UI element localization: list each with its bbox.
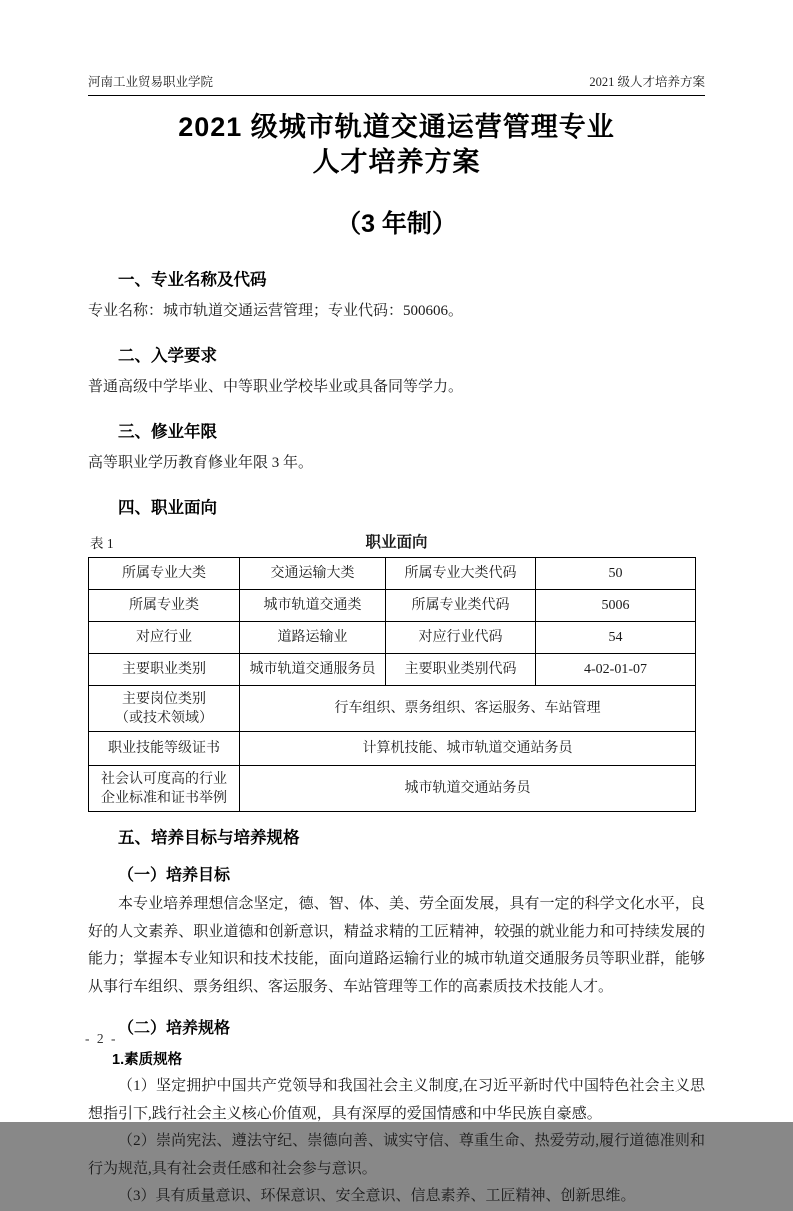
cell-label: 主要职业类别代码 xyxy=(386,654,536,686)
cell-value: 城市轨道交通类 xyxy=(240,590,386,622)
quality-spec-heading: 1.素质规格 xyxy=(112,1052,183,1068)
cell-value: 道路运输业 xyxy=(240,622,386,654)
header-left-school-name: 河南工业贸易职业学院 xyxy=(88,75,214,89)
cell-label: 所属专业大类 xyxy=(89,558,240,590)
training-goal-heading: （一）培养目标 xyxy=(118,867,231,884)
cell-value: 50 xyxy=(536,558,696,590)
cell-label xyxy=(89,766,240,812)
cell-label-line2: 企业标准和证书举例 xyxy=(101,790,227,806)
cell-value: 行车组织、票务组织、客运服务、车站管理 xyxy=(240,686,696,732)
cell-label: 所属专业大类代码 xyxy=(386,558,536,590)
cell-label xyxy=(89,686,240,732)
table-row xyxy=(89,732,696,766)
table-row xyxy=(89,622,696,654)
section-2-heading: 二、入学要求 xyxy=(118,347,217,365)
cell-label-line1: 主要岗位类别 xyxy=(122,691,206,707)
section-1-heading: 一、专业名称及代码 xyxy=(118,271,267,289)
quality-spec-item-2: （2）崇尚宪法、遵法守纪、崇德向善、诚实守信、尊重生命、热爱劳动,履行道德准则和行为规范,具有社会责任感和社会参与意识。 xyxy=(88,1133,705,1177)
cell-label-line2: （或技术领域） xyxy=(115,710,213,726)
cell-label: 所属专业类 xyxy=(89,590,240,622)
quality-spec-item-1: （1）坚定拥护中国共产党领导和我国社会主义制度,在习近平新时代中国特色社会主义思想指引下,践行社会主义核心价值观，具有深厚的爱国情感和中华民族自豪感。 xyxy=(88,1078,705,1122)
table-title: 职业面向 xyxy=(365,534,428,551)
quality-spec-item-3: （3）具有质量意识、环保意识、安全意识、信息素养、工匠精神、创新思维。 xyxy=(118,1188,636,1204)
running-header xyxy=(88,0,705,96)
table-row xyxy=(89,686,696,732)
training-spec-heading: （二）培养规格 xyxy=(118,1020,231,1037)
cell-value: 城市轨道交通站务员 xyxy=(240,766,696,812)
cell-label: 所属专业类代码 xyxy=(386,590,536,622)
table-row xyxy=(89,766,696,812)
section-2-body: 普通高级中学毕业、中等职业学校毕业或具备同等学力。 xyxy=(88,379,464,395)
cell-label: 职业技能等级证书 xyxy=(89,732,240,766)
table-caption xyxy=(88,532,705,554)
job-orientation-table xyxy=(88,557,696,812)
title-line-2: 人才培养方案 xyxy=(312,147,481,177)
title-duration: （3 年制） xyxy=(336,210,457,238)
cell-value: 交通运输大类 xyxy=(240,558,386,590)
cell-value: 城市轨道交通服务员 xyxy=(240,654,386,686)
training-goal-body: 本专业培养理想信念坚定，德、智、体、美、劳全面发展，具有一定的科学文化水平，良好的人文素养、职业道德和创新意识，精益求精的工匠精神，较强的就业能力和可持续发展的能力；掌握本专业知识和技术技能，面向道路运输行业的城市轨道交通服务员等职业群，能够从事行车组织、票务组织、客运服务、车站管理等工作的高素质技术技能人才。 xyxy=(88,896,705,995)
header-right-doc-name: 2021 级人才培养方案 xyxy=(589,75,705,89)
table-row xyxy=(89,590,696,622)
page-number: - 2 - xyxy=(85,1031,118,1046)
section-1-body: 专业名称：城市轨道交通运营管理；专业代码：500606。 xyxy=(88,303,464,319)
section-3-body: 高等职业学历教育修业年限 3 年。 xyxy=(88,455,314,471)
cell-value: 4-02-01-07 xyxy=(536,654,696,686)
cell-label: 对应行业代码 xyxy=(386,622,536,654)
cell-label-line1: 社会认可度高的行业 xyxy=(101,771,227,787)
section-3-heading: 三、修业年限 xyxy=(118,423,217,441)
table-row xyxy=(89,654,696,686)
table-number-label: 表 1 xyxy=(90,536,114,551)
document-title xyxy=(88,110,705,240)
table-row xyxy=(89,558,696,590)
cell-label: 主要职业类别 xyxy=(89,654,240,686)
section-4-heading: 四、职业面向 xyxy=(118,499,217,517)
title-line-1: 2021 级城市轨道交通运营管理专业 xyxy=(178,112,615,142)
cell-value: 5006 xyxy=(536,590,696,622)
cell-value: 计算机技能、城市轨道交通站务员 xyxy=(240,732,696,766)
section-5-heading: 五、培养目标与培养规格 xyxy=(118,829,300,847)
cell-label: 对应行业 xyxy=(89,622,240,654)
cell-value: 54 xyxy=(536,622,696,654)
